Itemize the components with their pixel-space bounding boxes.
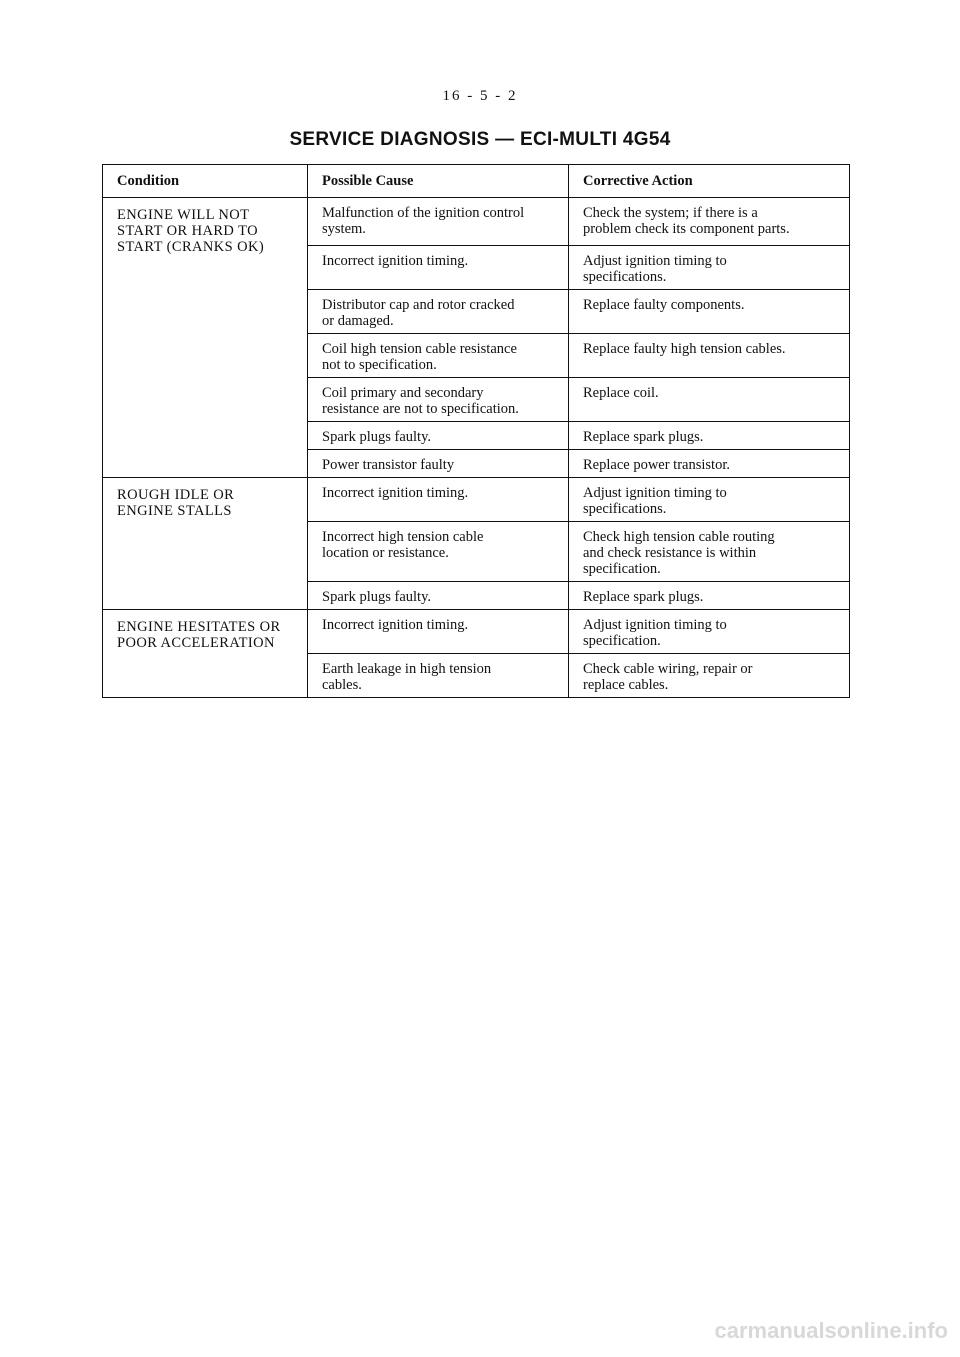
action-cell: Replace power transistor. bbox=[569, 450, 850, 478]
watermark-footer: carmanualsonline.info bbox=[714, 1318, 948, 1343]
cause-cell: Coil high tension cable resistance not to specification. bbox=[308, 334, 569, 378]
page-number: 16 - 5 - 2 bbox=[442, 88, 518, 104]
service-diagnosis-table bbox=[102, 164, 850, 698]
cause-cell: Earth leakage in high tension cables. bbox=[308, 654, 569, 698]
condition-cell: ENGINE HESITATES OR POOR ACCELERATION bbox=[103, 610, 308, 698]
cause-cell: Malfunction of the ignition control system. bbox=[308, 198, 569, 246]
action-cell: Replace spark plugs. bbox=[569, 422, 850, 450]
table-row bbox=[103, 610, 850, 654]
action-cell: Replace faulty components. bbox=[569, 290, 850, 334]
condition-cell: ENGINE WILL NOT START OR HARD TO START (CRANKS OK) bbox=[103, 198, 308, 478]
condition-cell: ROUGH IDLE OR ENGINE STALLS bbox=[103, 478, 308, 610]
cause-cell: Spark plugs faulty. bbox=[308, 422, 569, 450]
table-row bbox=[103, 198, 850, 246]
header-possible-cause: Possible Cause bbox=[308, 165, 569, 198]
cause-cell: Distributor cap and rotor cracked or damaged. bbox=[308, 290, 569, 334]
action-cell: Check the system; if there is a problem check its component parts. bbox=[569, 198, 850, 246]
cause-cell: Power transistor faulty bbox=[308, 450, 569, 478]
action-cell: Adjust ignition timing to specifications. bbox=[569, 246, 850, 290]
table-header-row bbox=[103, 165, 850, 198]
cause-cell: Incorrect ignition timing. bbox=[308, 478, 569, 522]
action-cell: Adjust ignition timing to specification. bbox=[569, 610, 850, 654]
cause-cell: Coil primary and secondary resistance are not to specification. bbox=[308, 378, 569, 422]
cause-cell: Incorrect ignition timing. bbox=[308, 610, 569, 654]
cause-cell: Incorrect ignition timing. bbox=[308, 246, 569, 290]
action-cell: Replace spark plugs. bbox=[569, 582, 850, 610]
action-cell: Replace coil. bbox=[569, 378, 850, 422]
header-corrective-action: Corrective Action bbox=[569, 165, 850, 198]
table-row bbox=[103, 478, 850, 522]
header-condition: Condition bbox=[103, 165, 308, 198]
action-cell: Replace faulty high tension cables. bbox=[569, 334, 850, 378]
cause-cell: Incorrect high tension cable location or resistance. bbox=[308, 522, 569, 582]
page-title: SERVICE DIAGNOSIS — ECI-MULTI 4G54 bbox=[289, 129, 671, 150]
table-body bbox=[103, 198, 850, 698]
action-cell: Adjust ignition timing to specifications. bbox=[569, 478, 850, 522]
action-cell: Check cable wiring, repair or replace cables. bbox=[569, 654, 850, 698]
action-cell: Check high tension cable routing and check resistance is within specification. bbox=[569, 522, 850, 582]
cause-cell: Spark plugs faulty. bbox=[308, 582, 569, 610]
